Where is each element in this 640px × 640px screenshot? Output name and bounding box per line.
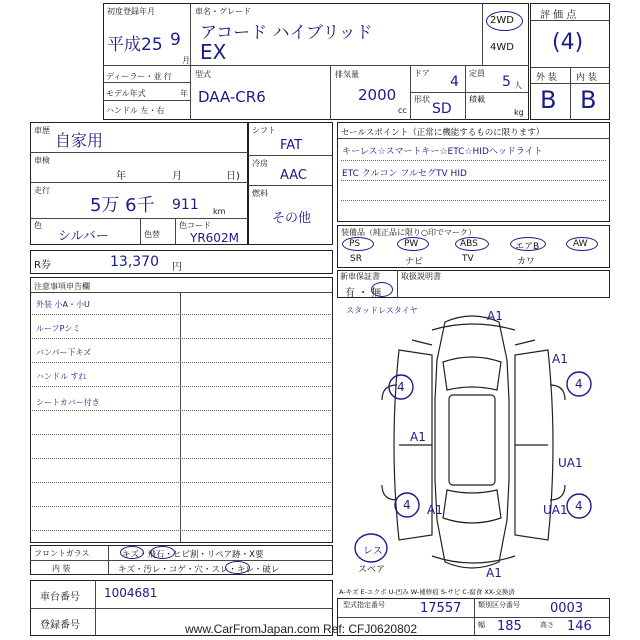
spare-text: スペア (358, 565, 386, 575)
chassis-label: 車台番号 (40, 592, 80, 603)
recycle-value: 13,370 (110, 254, 159, 270)
damage-mark: UA1 (558, 456, 583, 470)
displacement-value: 2000 (358, 86, 397, 104)
load-label: 積載 (469, 95, 485, 104)
rule-line (32, 338, 331, 339)
damage-mark: 4 (575, 499, 583, 513)
equip-pw: PW (404, 239, 419, 249)
model-name-value: アコード ハイブリッド (200, 23, 373, 43)
divider (95, 580, 96, 636)
note-line: シートカバー付き (36, 398, 100, 407)
note-line: ルーフPシミ (36, 324, 81, 333)
sales-line2: ETC クルコン フルセグTV HID (342, 169, 467, 179)
divider (103, 100, 190, 101)
ac-label: 冷房 (252, 159, 268, 168)
damage-mark: 4 (403, 498, 411, 512)
warranty-circle (371, 282, 393, 297)
damage-mark: A1 (552, 352, 568, 366)
damage-mark: A1 (486, 566, 502, 580)
divider (190, 65, 191, 120)
repaint-label: 色替 (144, 230, 160, 239)
note-line: バンパー下キズ (36, 348, 92, 357)
sales-line1: キーレス☆スマートキー☆ETC☆HIDヘッドライト (342, 147, 543, 157)
damage-mark: 4 (575, 377, 583, 391)
damage-mark: A1 (427, 503, 443, 517)
era-value: 平成25 (107, 35, 163, 55)
capacity-value: 5 (502, 74, 511, 90)
shift-label: シフト (252, 126, 276, 135)
interior-bottom-value: キズ・汚レ・コゲ・穴・スレ・キレ・破レ (118, 565, 280, 575)
color-label: 色 (34, 221, 42, 230)
reg-date-label: 初度登録年月 (107, 7, 155, 16)
model-year-label: モデル年式 (106, 89, 146, 98)
equip-abs: ABS (460, 239, 478, 249)
color-code-label: 色コード (179, 221, 211, 230)
width-value: 185 (497, 619, 522, 634)
interior-bottom-label: 内 装 (52, 564, 71, 573)
equip-navi: ナビ (405, 257, 424, 267)
divider (30, 608, 333, 609)
equipment-label: 装備品（純正品に限り○印でマーク） (341, 228, 476, 237)
divider (108, 545, 109, 575)
displacement-unit: cc (398, 106, 407, 115)
sales-label: セールスポイント（正常に機能するものに限ります） (341, 128, 545, 138)
divider (30, 218, 248, 219)
auth-label: 型式指定番号 (343, 601, 385, 609)
load-unit: kg (514, 108, 524, 117)
class-label: 類別区分番号 (478, 601, 520, 609)
divider (337, 138, 610, 139)
height-label: 高さ (540, 621, 554, 629)
watermark: www.CarFromJapan.com Ref: CFJ0620802 (185, 622, 418, 636)
divider (175, 218, 176, 245)
auth-value: 17557 (420, 601, 462, 616)
score-value: (4) (552, 30, 584, 55)
class-value: 0003 (550, 601, 584, 616)
glass-chip-circle (150, 546, 175, 559)
front-glass-label: フロントガラス (34, 549, 90, 558)
rule-line (32, 530, 331, 531)
divider (474, 598, 475, 636)
manual-label: 取扱説明書 (401, 272, 441, 281)
divider (248, 155, 333, 156)
mileage-unit: km (213, 207, 226, 216)
score-label: 評 価 点 (540, 10, 577, 21)
divider (30, 560, 333, 561)
interior-wear-circle (225, 561, 250, 574)
interior-grade: B (580, 86, 597, 114)
divider (103, 82, 190, 83)
note-line: ハンドル すれ (36, 372, 87, 381)
fuel-label: 燃料 (252, 189, 268, 198)
recycle-unit: 円 (172, 262, 182, 273)
door-value: 4 (450, 74, 459, 90)
category-label: 車歴 (34, 126, 50, 135)
warranty-label: 新車保証書 (340, 272, 380, 281)
rule-line (32, 458, 331, 459)
shift-value: FAT (280, 138, 303, 153)
spare-label: レス (363, 546, 383, 557)
color-value: シルバー (58, 229, 109, 244)
rule-line (32, 506, 331, 507)
shape-label: 形状 (414, 95, 430, 104)
studless-label: スタッドレスタイヤ (346, 306, 418, 315)
reg-label: 登録番号 (40, 620, 80, 631)
dealer-label: ディーラー・並 行 (106, 72, 172, 81)
rule-line (32, 434, 331, 435)
grade-value: EX (200, 40, 227, 64)
month-value: 9 (170, 30, 181, 50)
color-code-value: YR602M (190, 231, 239, 245)
front-glass-value: キズ・飛石・ヒビ割・リペア跡・X要 (122, 550, 264, 560)
mileage-value: 5万 6千 (90, 195, 155, 216)
model-name-label: 車名・グレード (195, 7, 251, 16)
inspection-label: 車検 (34, 156, 50, 165)
divider (30, 292, 333, 293)
recycle-label: R券 (34, 260, 51, 271)
exterior-label: 外 装 (536, 73, 557, 83)
divider (30, 152, 248, 153)
glass-scratch-circle (120, 546, 144, 559)
damage-mark: A1 (487, 309, 503, 323)
mileage-label: 走行 (34, 186, 50, 195)
damage-mark: UA1 (543, 503, 568, 517)
exterior-grade: B (540, 86, 557, 114)
notes-label: 注意事項申告欄 (34, 282, 90, 291)
type-value: DAA-CR6 (198, 88, 266, 106)
legend: A-キズ E-エクボ U-凹み W-補修痕 S-サビ C-腐食 XX-交換済 (339, 588, 515, 596)
rule-line (32, 410, 331, 411)
shape-value: SD (432, 101, 452, 117)
damage-mark: 4 (397, 380, 405, 394)
rule-line (341, 160, 606, 161)
divider (248, 185, 333, 186)
inspection-month: 月 (172, 171, 182, 182)
equip-tv: TV (462, 254, 474, 264)
rule-line (32, 482, 331, 483)
divider (330, 65, 331, 120)
rule-line (341, 180, 606, 181)
model-year-unit: 年 (180, 89, 188, 98)
drive-2wd: 2WD (490, 15, 514, 26)
note-line: 外装 小A・小U (36, 300, 90, 309)
divider (140, 218, 141, 245)
width-label: 幅 (478, 621, 485, 629)
divider (30, 182, 248, 183)
category-value: 自家用 (55, 131, 104, 150)
damage-mark: A1 (410, 430, 426, 444)
divider (570, 67, 571, 120)
inspection-day: 日) (226, 171, 240, 182)
door-label: ドア (414, 69, 430, 78)
ac-value: AAC (280, 168, 307, 183)
chassis-value: 1004681 (104, 586, 158, 600)
rule-line (32, 386, 331, 387)
capacity-unit: 人 (514, 81, 522, 90)
rule-line (341, 200, 606, 201)
equip-leather: カワ (517, 257, 536, 267)
interior-label: 内 装 (576, 73, 597, 83)
warranty-value: 有 ・ 無 (345, 288, 382, 299)
type-label: 型式 (195, 70, 211, 79)
equip-ps: PS (349, 239, 361, 249)
divider (397, 270, 398, 298)
divider (482, 3, 483, 65)
fuel-value: その他 (272, 211, 312, 226)
displacement-label: 排気量 (335, 70, 359, 79)
mileage-extra: 911 (172, 197, 199, 213)
equip-sr: SR (350, 254, 362, 264)
rule-line (32, 362, 331, 363)
handle-label: ハンドル 左・右 (106, 106, 165, 115)
capacity-label: 定員 (469, 69, 485, 78)
equip-airbag: エアB (515, 242, 540, 252)
equip-aw: AW (573, 239, 588, 249)
month-unit: 月 (182, 56, 190, 65)
divider (190, 3, 191, 65)
inspection-year: 年 (116, 171, 126, 182)
height-value: 146 (567, 619, 592, 634)
rule-line (32, 314, 331, 315)
drive-4wd: 4WD (490, 42, 514, 53)
divider (410, 92, 529, 93)
